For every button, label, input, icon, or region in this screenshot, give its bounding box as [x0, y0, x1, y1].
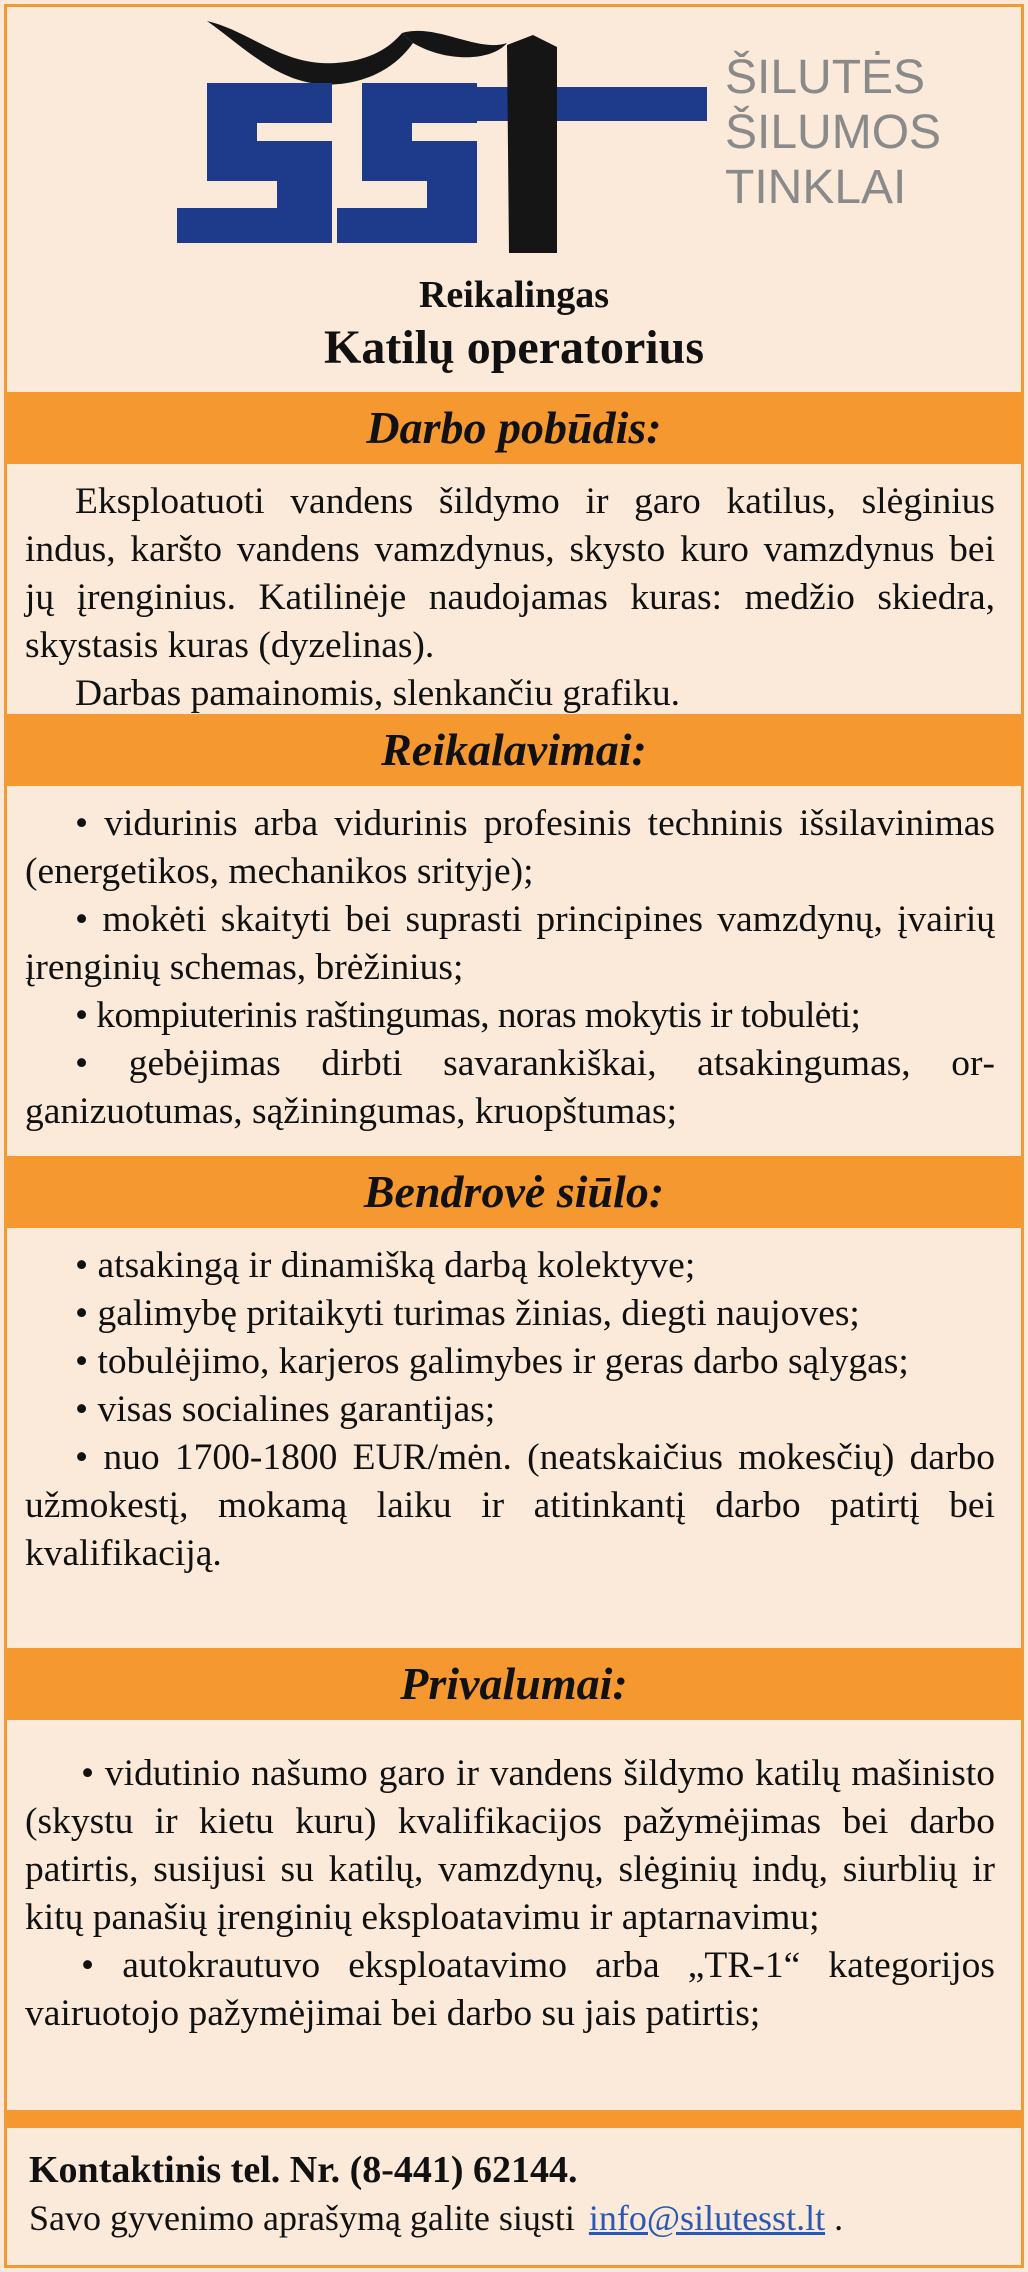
logo-text-line-2: ŠILUMOS: [725, 106, 942, 159]
section-title-work-nature: Darbo pobūdis:: [7, 392, 1021, 464]
work-nature-paragraph: Darbas pamainomis, slenkančiu grafiku.: [75, 673, 681, 714]
header: [7, 7, 1021, 392]
company-logo: [177, 13, 942, 263]
company-offers-list: [7, 1228, 1021, 1648]
offers-item: • tobulėjimo, karjeros galimybes ir geras darbo sąlygas;: [75, 1341, 909, 1382]
email-link[interactable]: info@silutesst.lt: [588, 2198, 826, 2238]
work-nature-body: [7, 464, 1021, 714]
section-title-advantages: Privalumai:: [7, 1648, 1021, 1720]
offers-item: • nuo 1700-1800 EUR/mėn. (neatskaičius mokesčių) darbo užmokestį, mokamą laiku ir atitinkantį darbo patirtį bei kvalifikaciją.: [25, 1437, 995, 1574]
divider-band: [7, 2110, 1021, 2128]
wanted-label: Reikalingas: [418, 274, 610, 316]
work-nature-paragraph: Eksploatuoti vandens šildymo ir garo katilus, slėginius indus, karšto vandens vamzdynus, skysto kuro vamzdynus bei jų įrenginius. Katilinėje naudojamas kuras: medžio skiedra, skystasis kuras (dyzelinas).: [25, 481, 995, 666]
requirements-item: • vidurinis arba vidurinis profesinis techninis išsilavinimas (energetikos, mechanikos srityje);: [25, 803, 995, 892]
requirements-list: [7, 786, 1021, 1156]
email-prefix: Savo gyvenimo aprašymą galite siųsti: [29, 2198, 575, 2238]
contact-phone: Kontaktinis tel. Nr. (8-441) 62144.: [29, 2149, 578, 2191]
contact-email-line: [29, 2194, 995, 2242]
requirements-item: • kompiuterinis raštingumas, noras mokytis ir tobulėti;: [75, 995, 861, 1036]
requirements-item: • mokėti skaityti bei suprasti principines vamzdynų, įvairių įrenginių schemas, brėžinius;: [25, 899, 995, 988]
job-ad: [4, 4, 1024, 2268]
offers-item: • atsakingą ir dinamišką darbą kolektyve;: [75, 1245, 696, 1286]
requirements-item: • gebėjimas dirbti savarankiškai, atsakingumas, organizuotumas, sąžiningumas, kruopštumas;: [25, 1043, 995, 1132]
advantages-list: [7, 1720, 1021, 2110]
logo-text-line-3: TINKLAI: [725, 161, 907, 214]
contact-block: [7, 2128, 1021, 2242]
offers-item: • galimybę pritaikyti turimas žinias, diegti naujoves;: [75, 1293, 860, 1334]
offers-item: • visas socialines garantijas;: [75, 1389, 496, 1430]
logo-text-line-1: ŠILUTĖS: [725, 51, 926, 104]
advantages-item: • vidutinio našumo garo ir vandens šildymo katilų mašinisto (skystu ir kietu kuru) kvalifikacijos pažymėjimas bei darbo patirtis, susijusi su katilų, vamzdynų, slėginių indų, siurblių ir kitų panašių įrenginių eksploatavimu ir aptarnavimu;: [25, 1753, 995, 1938]
position-title: Katilų operatorius: [324, 321, 704, 374]
section-title-company-offers: Bendrovė siūlo:: [7, 1156, 1021, 1228]
section-title-requirements: Reikalavimai:: [7, 714, 1021, 786]
advantages-item: • autokrautuvo eksploatavimo arba „TR-1“ kategorijos vairuotojo pažymėjimai bei darbo su jais patirtis;: [25, 1945, 995, 2034]
email-suffix: .: [825, 2198, 844, 2238]
